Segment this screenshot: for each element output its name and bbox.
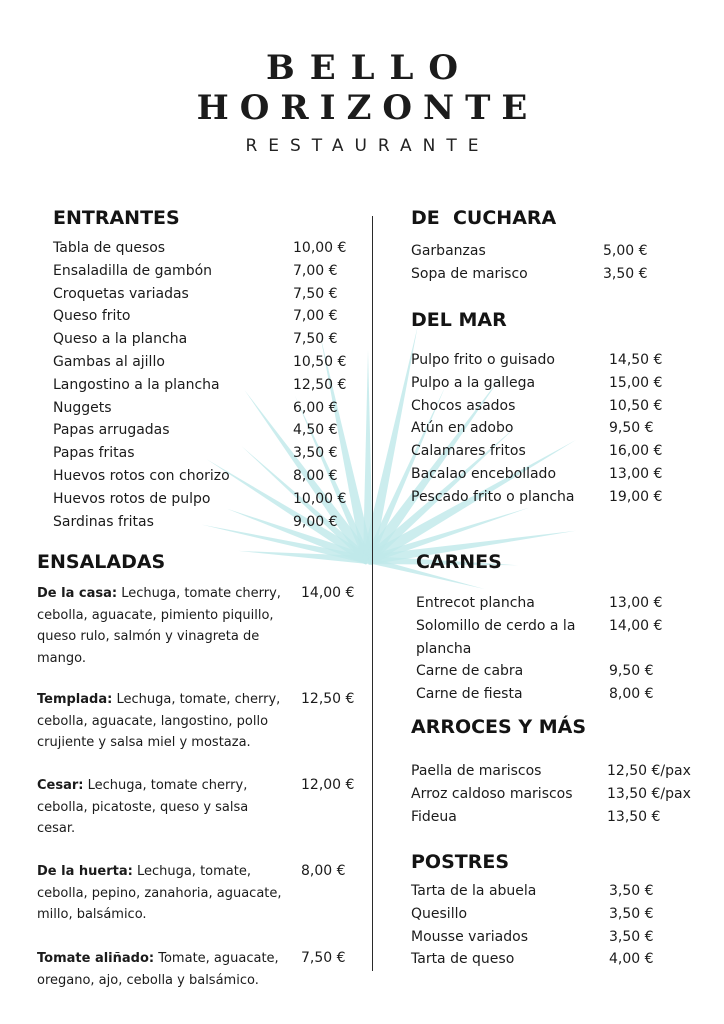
item-price: 14,50 € (609, 352, 663, 368)
menu-item (411, 486, 711, 509)
menu-item (53, 374, 353, 397)
column-divider (372, 216, 373, 971)
section-title-cuchara: DE CUCHARA (411, 207, 557, 229)
section-title-carnes: CARNES (416, 551, 502, 573)
item-price: 7,50 € (293, 331, 338, 348)
item-price: 10,50 € (609, 397, 663, 414)
item-name: Chocos asados (411, 397, 516, 414)
item-price: 8,00 € (609, 686, 654, 703)
salad-ingredients: Lechuga, tomate cherry, cebolla, picatoste, queso y salsa cesar. (37, 778, 249, 836)
item-price: 9,00 € (293, 513, 338, 530)
item-price: 3,50 € (293, 445, 338, 462)
menu-item (411, 926, 711, 949)
menu-item (411, 417, 711, 440)
item-name: Pulpo frito o guisado (411, 352, 555, 368)
menu-item (416, 615, 706, 661)
menu-item (416, 592, 706, 615)
salad-ingredients: Lechuga, tomate cherry, cebolla, aguacate, pimiento piquillo, queso rulo, salmón y vinagreta de mango. (37, 586, 281, 666)
item-name: Sardinas fritas (53, 513, 154, 530)
item-price: 13,00 € (609, 465, 663, 482)
section-title-arroces: ARROCES Y MÁS (411, 716, 587, 738)
item-name: Entrecot plancha (416, 595, 535, 611)
entrantes-list (53, 237, 353, 533)
item-name: Langostino a la plancha (53, 376, 220, 393)
item-price: 7,00 € (293, 308, 338, 325)
item-name: Carne de cabra (416, 663, 524, 680)
item-price: 13,00 € (609, 595, 663, 611)
menu-item (411, 760, 711, 783)
menu-item (53, 465, 353, 488)
salad-name: Cesar: (37, 778, 84, 793)
salad-name: De la casa: (37, 586, 118, 601)
salad-description (37, 775, 287, 840)
item-name: Mousse variados (411, 928, 529, 945)
brand-subtitle: RESTAURANTE (245, 136, 490, 156)
item-name: Nuggets (53, 399, 112, 416)
menu-item (53, 260, 353, 283)
item-name: Papas fritas (53, 445, 135, 462)
item-name: Croquetas variadas (53, 285, 189, 302)
item-name: Huevos rotos de pulpo (53, 490, 211, 507)
item-price: 9,50 € (609, 663, 654, 680)
salad-item (37, 583, 357, 669)
item-price: 10,00 € (293, 490, 347, 507)
item-name: Atún en adobo (411, 420, 514, 437)
item-name: Ensaladilla de gambón (53, 262, 213, 279)
menu-item (53, 397, 353, 420)
item-price: 3,50 € (609, 905, 654, 922)
menu-item (53, 328, 353, 351)
item-price: 19,00 € (609, 488, 663, 505)
del-mar-list (411, 349, 711, 509)
item-name: Garbanzas (411, 243, 486, 259)
item-name: Pulpo a la gallega (411, 374, 536, 391)
item-name: Quesillo (411, 905, 468, 922)
salad-name: Templada: (37, 692, 113, 707)
menu-item (411, 440, 711, 463)
salad-item (37, 948, 357, 991)
salad-description (37, 583, 287, 669)
item-name: Carne de fiesta (416, 686, 523, 703)
salad-ingredients: Lechuga, tomate, cherry, cebolla, aguacate, langostino, pollo crujiente y salsa miel y mostaza. (37, 692, 281, 750)
salad-ingredients: Lechuga, tomate, cebolla, pepino, zanahoria, aguacate, millo, balsámico. (37, 864, 282, 922)
item-name: Arroz caldoso mariscos (411, 785, 573, 802)
salad-description (37, 689, 287, 754)
postres-list (411, 880, 711, 971)
item-name: Bacalao encebollado (411, 465, 557, 482)
salad-name: Tomate aliñado: (37, 951, 155, 966)
item-price: 16,00 € (609, 443, 663, 460)
section-title-ensaladas: ENSALADAS (37, 551, 166, 573)
item-price: 14,00 € (301, 585, 355, 601)
item-price: 8,00 € (301, 863, 346, 879)
menu-item (53, 442, 353, 465)
menu-item (411, 263, 711, 286)
menu-item (411, 783, 711, 806)
salad-name: De la huerta: (37, 864, 133, 879)
item-name: Pescado frito o plancha (411, 488, 575, 505)
item-price: 3,50 € (603, 265, 648, 282)
menu-item (53, 305, 353, 328)
item-price: 12,00 € (301, 777, 355, 793)
item-name: Calamares fritos (411, 443, 526, 460)
item-price: 6,00 € (293, 399, 338, 416)
menu-item (411, 948, 711, 971)
menu-item (411, 240, 711, 263)
salad-description (37, 948, 287, 991)
item-price: 3,50 € (609, 928, 654, 945)
item-price: 10,50 € (293, 353, 347, 370)
menu-item (53, 283, 353, 306)
item-price: 7,50 € (301, 950, 346, 966)
item-price: 7,00 € (293, 262, 338, 279)
carnes-list (416, 592, 706, 706)
item-name: Huevos rotos con chorizo (53, 467, 230, 484)
menu-item (411, 903, 711, 926)
menu-item (416, 660, 706, 683)
item-name: Papas arrugadas (53, 422, 170, 439)
item-price: 3,50 € (609, 883, 654, 899)
salad-item (37, 689, 357, 754)
item-name: Sopa de marisco (411, 265, 528, 282)
item-name: Tarta de la abuela (411, 883, 537, 899)
salad-ingredients: Tomate, aguacate, oregano, ajo, cebolla y balsámico. (37, 951, 279, 988)
item-name: Solomillo de cerdo a la plancha (416, 617, 576, 657)
menu-item (411, 372, 711, 395)
brand-name-line2: HORIZONTE (196, 88, 539, 128)
item-price: 10,00 € (293, 240, 347, 256)
cuchara-list (411, 240, 711, 286)
salad-item (37, 861, 357, 926)
item-price: 4,00 € (609, 951, 654, 968)
item-name: Queso a la plancha (53, 331, 188, 348)
item-price: 12,50 €/pax (607, 763, 691, 779)
item-price: 12,50 € (301, 691, 355, 707)
item-price: 7,50 € (293, 285, 338, 302)
item-name: Tabla de quesos (53, 240, 166, 256)
menu-item (411, 806, 711, 829)
item-price: 13,50 € (607, 808, 661, 825)
item-price: 15,00 € (609, 374, 663, 391)
item-price: 4,50 € (293, 422, 338, 439)
item-name: Gambas al ajillo (53, 353, 165, 370)
item-price: 8,00 € (293, 467, 338, 484)
menu-item (53, 511, 353, 534)
menu-item (411, 880, 711, 903)
menu-item (53, 237, 353, 260)
item-name: Fideua (411, 808, 457, 825)
item-price: 5,00 € (603, 243, 648, 259)
item-price: 14,00 € (609, 617, 663, 634)
section-title-postres: POSTRES (411, 851, 510, 873)
arroces-list (411, 760, 711, 828)
salad-description (37, 861, 287, 926)
item-name: Tarta de queso (411, 951, 515, 968)
menu-item (411, 463, 711, 486)
item-price: 13,50 €/pax (607, 785, 691, 802)
menu-item (411, 349, 711, 372)
item-name: Queso frito (53, 308, 131, 325)
menu-item (53, 419, 353, 442)
menu-item (53, 351, 353, 374)
menu-item (416, 683, 706, 706)
menu-item (411, 395, 711, 418)
item-name: Paella de mariscos (411, 763, 542, 779)
salad-item (37, 775, 357, 840)
section-title-entrantes: ENTRANTES (53, 207, 180, 229)
item-price: 9,50 € (609, 420, 654, 437)
menu-item (53, 488, 353, 511)
brand-name-line1: BELLO (265, 48, 474, 88)
item-price: 12,50 € (293, 376, 347, 393)
section-title-del-mar: DEL MAR (411, 309, 507, 331)
